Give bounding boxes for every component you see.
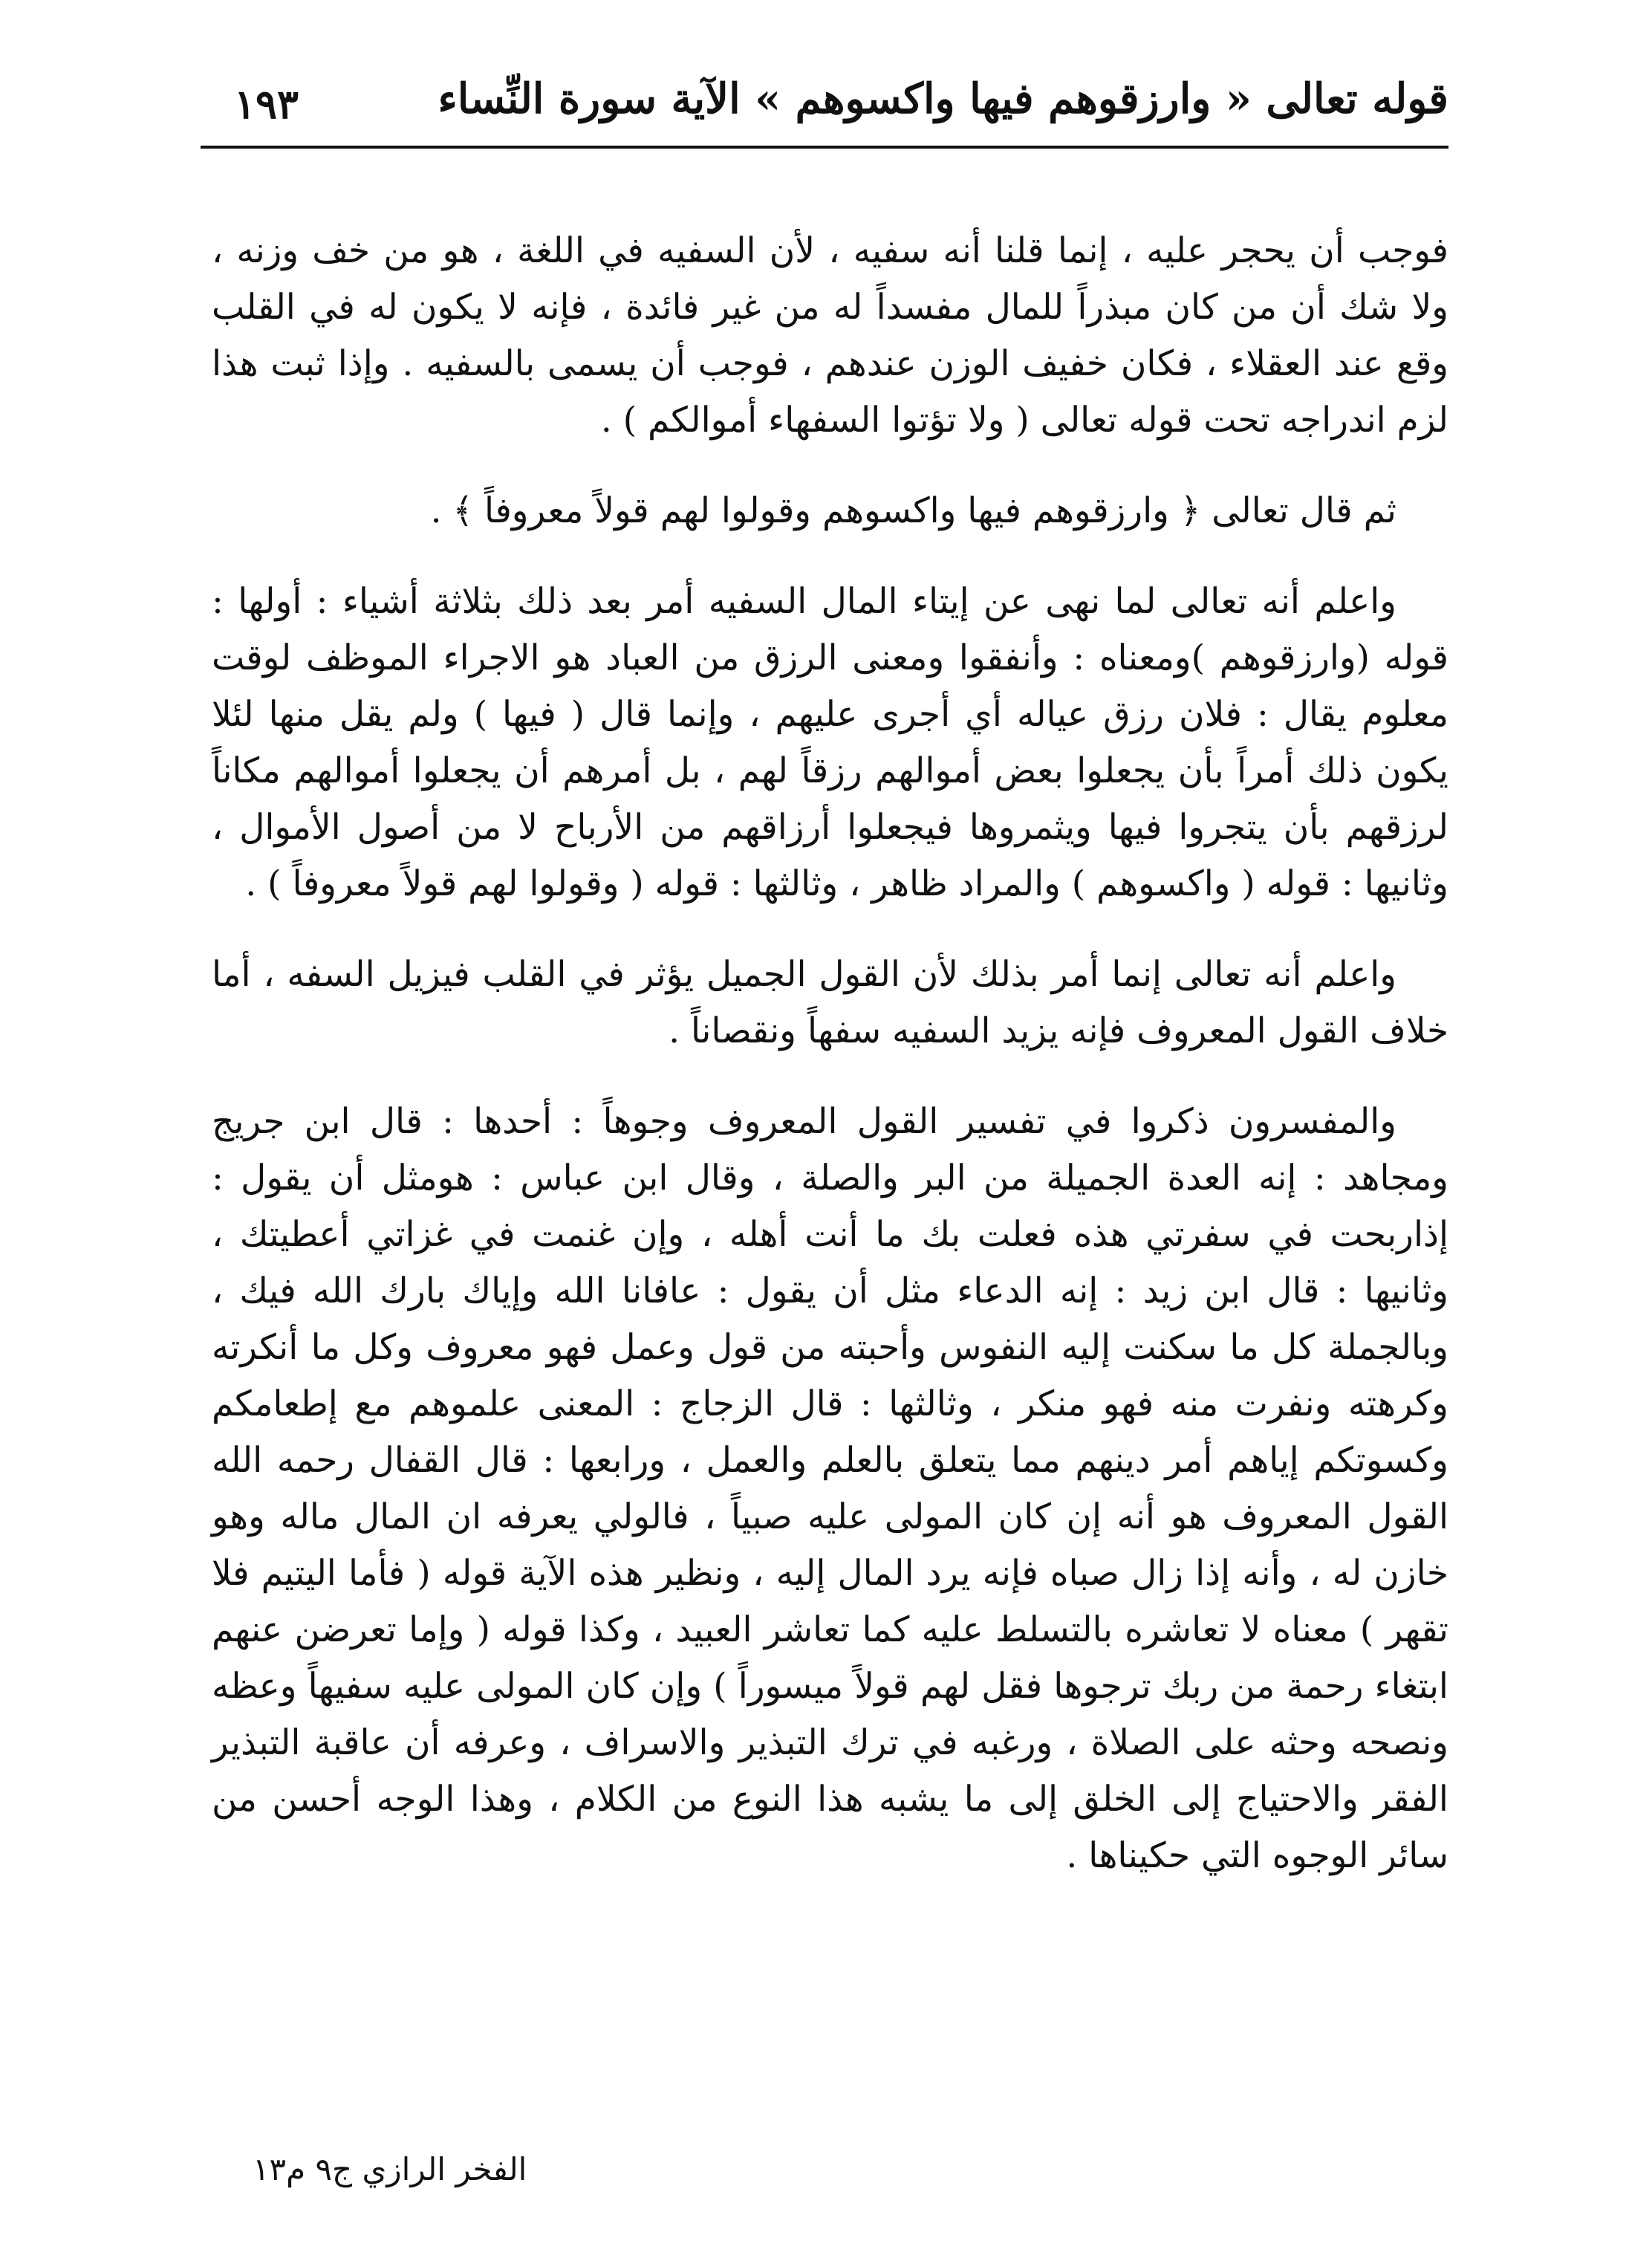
verse-paragraph: ثم قال تعالى ﴿ وارزقوهم فيها واكسوهم وقولوا لهم قولاً معروفاً ﴾ . <box>430 490 1396 531</box>
page-number: ١٩٣ <box>234 80 299 128</box>
header-rule <box>201 146 1448 149</box>
running-header <box>201 59 1448 149</box>
paragraph: فوجب أن يحجر عليه ، إنما قلنا أنه سفيه ، لأن السفيه في اللغة ، هو من خف وزنه ، ولا شك أن من كان مبذراً للمال مفسداً له من غير فائدة ، فإنه لا يكون له في القلب وقع عند العقلاء ، فكان خفيف الوزن عندهم ، فوجب أن يسمى بالسفيه . وإذا ثبت هذا لزم اندراجه تحت قوله تعالى ( ولا تؤتوا السفهاء أموالكم ) . <box>212 230 1449 441</box>
paragraph: واعلم أنه تعالى إنما أمر بذلك لأن القول الجميل يؤثر في القلب فيزيل السفه ، أما خلاف القول المعروف فإنه يزيد السفيه سفهاً ونقصاناً . <box>212 954 1448 1051</box>
volume-signature: الفخر الرازي ج٩ م١٣ <box>253 2151 527 2187</box>
paragraph: والمفسرون ذكروا في تفسير القول المعروف وجوهاً : أحدها : قال ابن جريج ومجاهد : إنه العدة الجميلة من البر والصلة ، وقال ابن عباس : هومثل أن يقول : إذاربحت في سفرتي هذه فعلت بك ما أنت أهله ، وإن غنمت في غزاتي أعطيتك ، وثانيها : قال ابن زيد : إنه الدعاء مثل أن يقول : عافانا الله وإياك بارك الله فيك ، وبالجملة كل ما سكنت إليه النفوس وأحبته من قول وعمل فهو معروف وكل ما أنكرته وكرهته ونفرت منه فهو منكر ، وثالثها : قال الزجاج : المعنى علموهم مع إطعامكم وكسوتكم إياهم أمر دينهم مما يتعلق بالعلم والعمل ، ورابعها : قال القفال رحمه الله القول المعروف هو أنه إن كان المولى عليه صبياً ، فالولي يعرفه ان المال ماله وهو خازن له ، وأنه إذا زال صباه فإنه يرد المال إليه ، ونظير هذه الآية قوله ( فأما اليتيم فلا تقهر ) معناه لا تعاشره بالتسلط عليه كما تعاشر العبيد ، وكذا قوله ( وإما تعرضن عنهم ابتغاء رحمة من ربك ترجوها فقل لهم قولاً ميسوراً ) وإن كان المولى عليه سفيهاً وعظه ونصحه وحثه على الصلاة ، ورغبه في ترك التبذير والاسراف ، وعرفه أن عاقبة التبذير الفقر والاحتياج إلى الخلق إلى ما يشبه هذا النوع من الكلام ، وهذا الوجه أحسن من سائر الوجوه التي حكيناها . <box>212 1101 1448 1876</box>
paragraph: واعلم أنه تعالى لما نهى عن إيتاء المال السفيه أمر بعد ذلك بثلاثة أشياء : أولها : قوله (وارزقوهم )ومعناه : وأنفقوا ومعنى الرزق من العباد هو الاجراء الموظف لوقت معلوم يقال : فلان رزق عياله أي أجرى عليهم ، وإنما قال ( فيها ) ولم يقل منها لئلا يكون ذلك أمراً بأن يجعلوا بعض أموالهم رزقاً لهم ، بل أمرهم أن يجعلوا أموالهم مكاناً لرزقهم بأن يتجروا فيها ويثمروها فيجعلوا أرزاقهم من الأرباح لا من أصول الأموال ، وثانيها : قوله ( واكسوهم ) والمراد ظاهر ، وثالثها : قوله ( وقولوا لهم قولاً معروفاً ) . <box>212 581 1448 904</box>
body-text <box>212 223 1448 1918</box>
header-title: قوله تعالى « وارزقوهم فيها واكسوهم » الآية سورة النِّساء <box>438 74 1448 123</box>
